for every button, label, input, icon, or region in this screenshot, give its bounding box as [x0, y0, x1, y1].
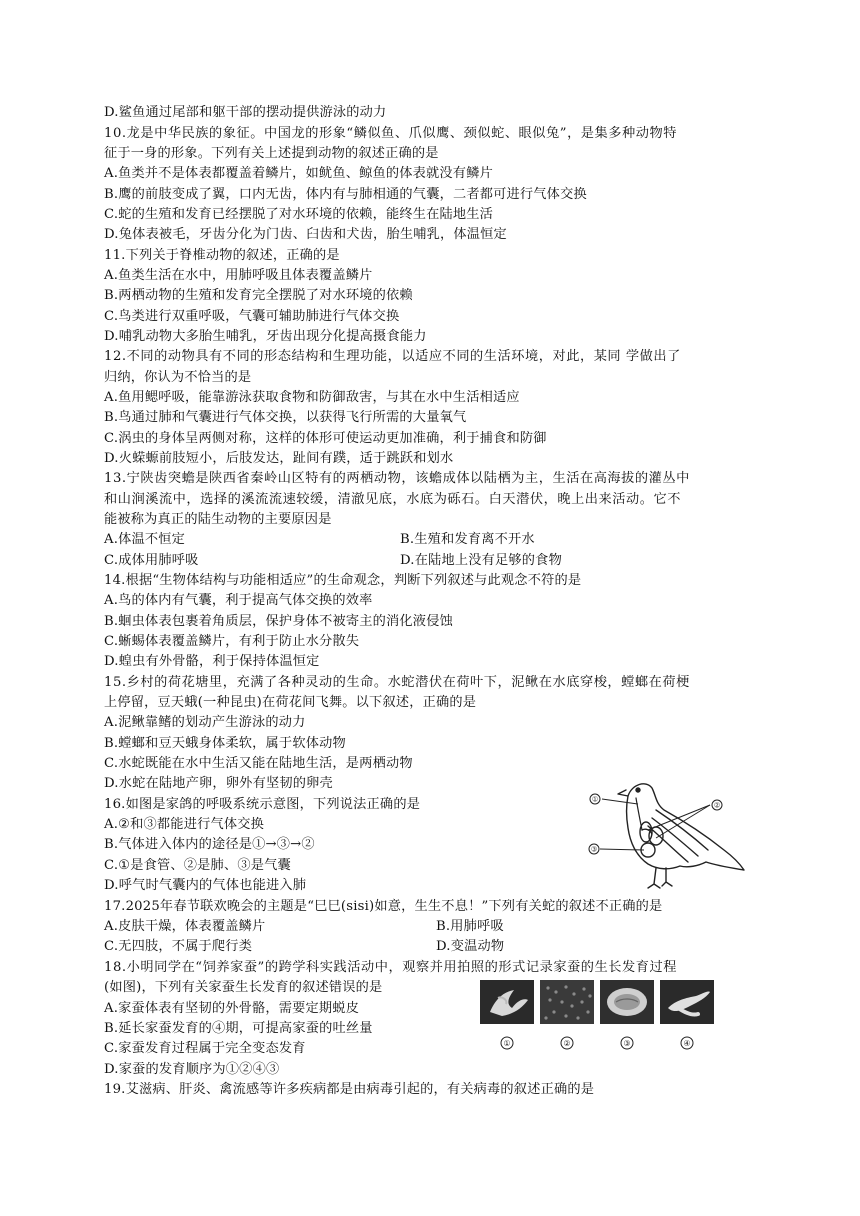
q15-option-a: A.泥鳅靠鳍的划动产生游泳的动力	[104, 715, 306, 730]
q18-option-b: B.延长家蚕发育的④期，可提高家蚕的吐丝量	[104, 1021, 373, 1036]
q11-option-a: A.鱼类生活在水中，用肺呼吸且体表覆盖鳞片	[104, 268, 373, 283]
silkworm-photo-1	[480, 980, 534, 1024]
q17-option-d: D.变温动物	[436, 939, 505, 954]
silkworm-photo-3	[600, 980, 654, 1024]
q17-option-b: B.用肺呼吸	[436, 919, 504, 934]
q13-option-b: B.生殖和发育离不开水	[400, 532, 535, 547]
q14-stem: 14.根据“生物体结构与功能相适应”的生命观念，判断下列叙述与此观念不符的是	[104, 573, 582, 588]
q19-stem: 19.艾滋病、肝炎、禽流感等许多疾病都是由病毒引起的，有关病毒的叙述正确的是	[104, 1082, 595, 1097]
q13-stem-line3: 能被称为真正的陆生动物的主要原因是	[104, 512, 332, 527]
q17-option-c: C.无四肢，不属于爬行类	[104, 939, 253, 954]
silkworm-label-2: ②	[563, 1039, 571, 1048]
q18-stem-line2: (如图)，下列有关家蚕生长发育的叙述错误的是	[104, 980, 383, 995]
q18-option-c: C.家蚕发育过程属于完全变态发育	[104, 1041, 306, 1056]
q16-stem: 16.如图是家鸽的呼吸系统示意图，下列说法正确的是	[104, 797, 421, 812]
q10-option-a: A.鱼类并不是体表都覆盖着鳞片，如鱿鱼、鲸鱼的体表就没有鳞片	[104, 166, 493, 181]
q11-option-c: C.鸟类进行双重呼吸，气囊可辅助肺进行气体交换	[104, 309, 400, 324]
silkworm-label-3: ③	[623, 1039, 631, 1048]
q14-option-a: A.鸟的体内有气囊，利于提高气体交换的效率	[104, 593, 373, 608]
q18-option-d: D.家蚕的发育顺序为①②④③	[104, 1062, 280, 1077]
q14-option-c: C.蜥蜴体表覆盖鳞片，有利于防止水分散失	[104, 634, 360, 649]
q12-option-b: B.鸟通过肺和气囊进行气体交换，以获得飞行所需的大量氧气	[104, 410, 467, 425]
q11-option-d: D.哺乳动物大多胎生哺乳，牙齿出现分化提高摄食能力	[104, 329, 427, 344]
q13-option-a: A.体温不恒定	[104, 532, 186, 547]
q18-stem-line1: 18.小明同学在“饲养家蚕”的跨学科实践活动中，观察并用拍照的形式记录家蚕的生长发育过程	[104, 960, 677, 975]
q16-option-b: B.气体进入体内的途径是①→③→②	[104, 837, 315, 852]
q15-stem-line2: 上停留，豆天蛾(一种昆虫)在荷花间飞舞。以下叙述，正确的是	[104, 695, 477, 710]
q16-option-c: C.①是食管、②是肺、③是气囊	[104, 858, 291, 873]
q13-stem-line1: 13.宁陕齿突蟾是陕西省秦岭山区特有的两栖动物，该蟾成体以陆栖为主，生活在高海拔的灌丛中	[104, 471, 690, 486]
q16-option-d: D.呼气时气囊内的气体也能进入肺	[104, 878, 307, 893]
q10-option-d: D.兔体表被毛，牙齿分化为门齿、臼齿和犬齿，胎生哺乳，体温恒定	[104, 227, 507, 242]
q15-option-c: C.水蛇既能在水中生活又能在陆地生活，是两栖动物	[104, 756, 413, 771]
q15-option-b: B.螳螂和豆天蛾身体柔软，属于软体动物	[104, 736, 346, 751]
q16-option-a: A.②和③都能进行气体交换	[104, 817, 265, 832]
q11-option-b: B.两栖动物的生殖和发育完全摆脱了对水环境的依赖	[104, 288, 413, 303]
q17-option-a: A.皮肤干燥，体表覆盖鳞片	[104, 919, 266, 934]
pigeon-label-3: ③	[590, 845, 598, 854]
q10-stem-line1: 10.龙是中华民族的象征。中国龙的形象“鳞似鱼、爪似鹰、颈似蛇、眼似兔”，是集多种动物特	[104, 126, 677, 141]
silkworm-photo-2	[540, 980, 594, 1024]
pigeon-respiratory-diagram	[586, 770, 748, 892]
q12-stem-line2: 归纳，你认为不恰当的是	[104, 370, 252, 385]
q10-option-b: B.鹰的前肢变成了翼，口内无齿，体内有与肺相通的气囊，二者都可进行气体交换	[104, 187, 587, 202]
q13-option-d: D.在陆地上没有足够的食物	[400, 553, 562, 568]
silkworm-label-1: ①	[503, 1039, 511, 1048]
q9-option-d: D.鲨鱼通过尾部和躯干部的摆动提供游泳的动力	[104, 105, 387, 120]
q15-option-d: D.水蛇在陆地产卵，卵外有坚韧的卵壳	[104, 776, 333, 791]
pigeon-label-1: ①	[591, 795, 599, 804]
q14-option-d: D.蝗虫有外骨骼，利于保持体温恒定	[104, 654, 320, 669]
pigeon-label-2: ②	[713, 801, 721, 810]
q12-option-c: C.涡虫的身体呈两侧对称，这样的体形可使运动更加准确，利于捕食和防御	[104, 431, 547, 446]
q15-stem-line1: 15.乡村的荷花塘里，充满了各种灵动的生命。水蛇潜伏在荷叶下，泥鳅在水底穿梭，螳螂在荷梗	[104, 675, 690, 690]
q13-stem-line2: 和山涧溪流中，选择的溪流流速较缓，清澈见底，水底为砾石。白天潜伏，晚上出来活动。它不	[104, 492, 681, 507]
q12-option-a: A.鱼用鳃呼吸，能靠游泳获取食物和防御敌害，与其在水中生活相适应	[104, 390, 520, 405]
q13-option-c: C.成体用肺呼吸	[104, 553, 199, 568]
q18-option-a: A.家蚕体表有坚韧的外骨骼，需要定期蜕皮	[104, 1001, 360, 1016]
q14-option-b: B.蛔虫体表包裹着角质层，保护身体不被寄主的消化液侵蚀	[104, 614, 453, 629]
q10-option-c: C.蛇的生殖和发育已经摆脱了对水环境的依赖，能终生在陆地生活	[104, 207, 494, 222]
silkworm-photo-4	[660, 980, 714, 1024]
q17-stem: 17.2025年春节联欢晚会的主题是“巳巳(sisi)如意，生生不息！”下列有关蛇的叙述不正确的是	[104, 899, 663, 914]
q10-stem-line2: 征于一身的形象。下列有关上述提到动物的叙述正确的是	[104, 146, 439, 161]
q12-option-d: D.火蝾螈前肢短小，后肢发达，趾间有蹼，适于跳跃和划水	[104, 451, 454, 466]
q11-stem: 11.下列关于脊椎动物的叙述，正确的是	[104, 248, 340, 263]
silkworm-development-photos	[478, 978, 718, 1058]
q12-stem-line1: 12.不同的动物具有不同的形态结构和生理功能，以适应不同的生活环境，对此，某同 学做出了	[104, 349, 681, 364]
silkworm-label-4: ④	[683, 1039, 691, 1048]
